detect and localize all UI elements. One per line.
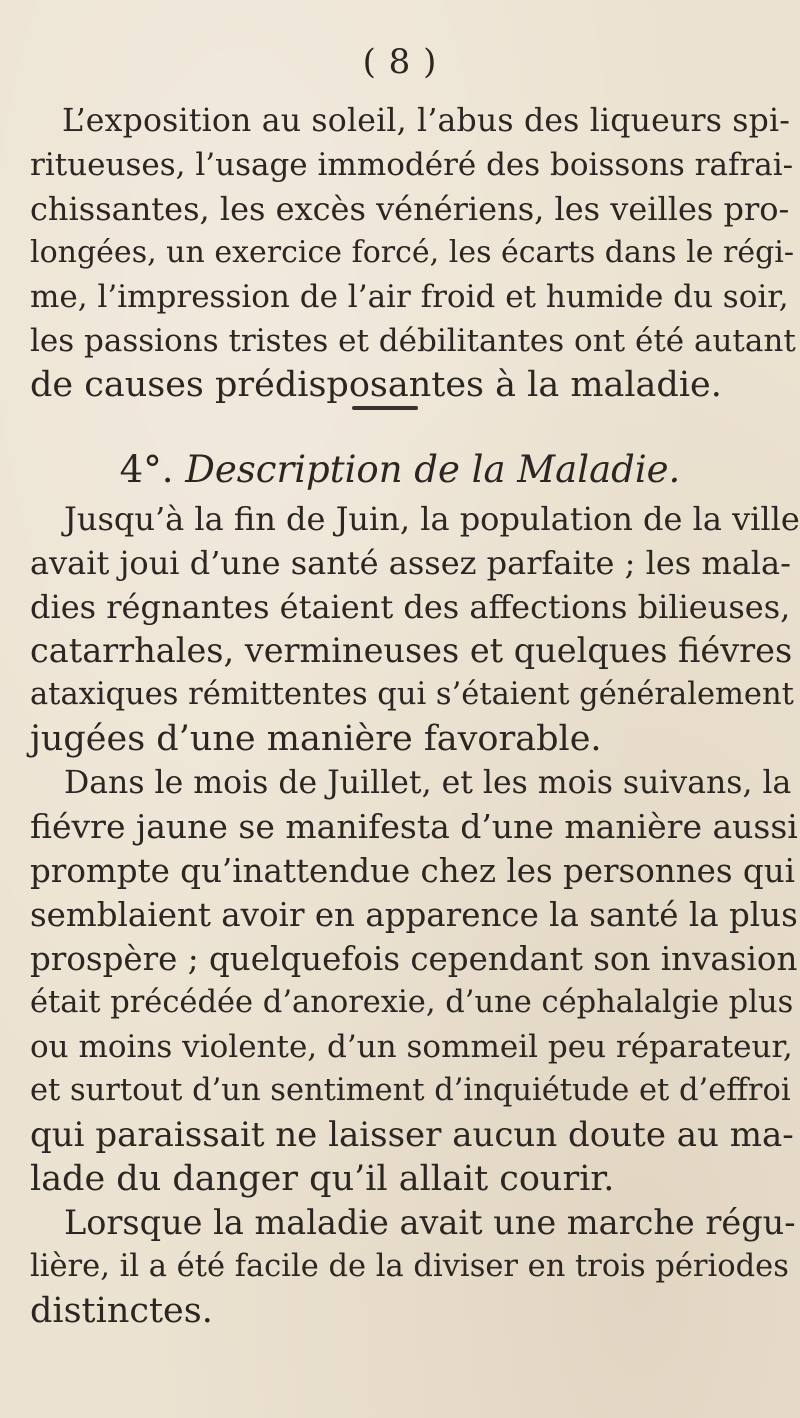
text-line: ou moins violente, d’un sommeil peu réparateur, [30, 1029, 793, 1065]
text-line: qui paraissait ne laisser aucun doute au ma- [30, 1115, 794, 1155]
text-line: était précédée d’anorexie, d’une céphalalgie plus [30, 985, 794, 1020]
section-heading [0, 448, 800, 492]
text-line: catarrhales, vermineuses et quelques fiévres [30, 631, 793, 670]
text-line: les passions tristes et débilitantes ont été autant [30, 323, 796, 359]
text-line: longées, un exercice forcé, les écarts dans le régi- [30, 235, 795, 270]
text-line: de causes prédisposantes à la maladie. [30, 365, 722, 405]
text-line: semblaient avoir en apparence la santé la plus [30, 896, 798, 934]
text-line: L’exposition au soleil, l’abus des liqueurs spi- [62, 103, 791, 139]
text-line: me, l’impression de l’air froid et humide du soir, [30, 279, 789, 315]
section-number: 4°. [119, 448, 174, 491]
text-line: jugées d’une manière favorable. [30, 719, 602, 759]
text-line: chissantes, les excès vénériens, les veilles pro- [30, 190, 790, 228]
text-line: Dans le mois de Juillet, et les mois suivans, la [64, 765, 792, 801]
text-line: Jusqu’à la fin de Juin, la population de la ville [64, 500, 800, 538]
text-line: lade du danger qu’il allait courir. [30, 1159, 615, 1199]
text-line: avait joui d’une santé assez parfaite ; les mala- [30, 544, 791, 582]
section-title: Description de la Maladie. [185, 448, 681, 491]
page-number: ( 8 ) [362, 42, 438, 82]
text-line: ritueuses, l’usage immodéré des boissons rafrai- [30, 147, 794, 183]
text-line: Lorsque la maladie avait une marche régu- [64, 1203, 796, 1242]
section-divider [352, 406, 418, 410]
text-line: distinctes. [30, 1291, 213, 1331]
text-line: prompte qu’inattendue chez les personnes qui [30, 852, 796, 890]
text-line: lière, il a été facile de la diviser en trois périodes [30, 1249, 789, 1284]
text-line: dies régnantes étaient des affections bilieuses, [30, 588, 791, 626]
text-line: prospère ; quelquefois cependant son invasion [30, 940, 798, 978]
text-line: ataxiques rémittentes qui s’étaient généralement [30, 677, 794, 712]
text-line: fiévre jaune se manifesta d’une manière aussi [30, 807, 798, 846]
text-line: et surtout d’un sentiment d’inquiétude et d’effroi [30, 1073, 791, 1108]
